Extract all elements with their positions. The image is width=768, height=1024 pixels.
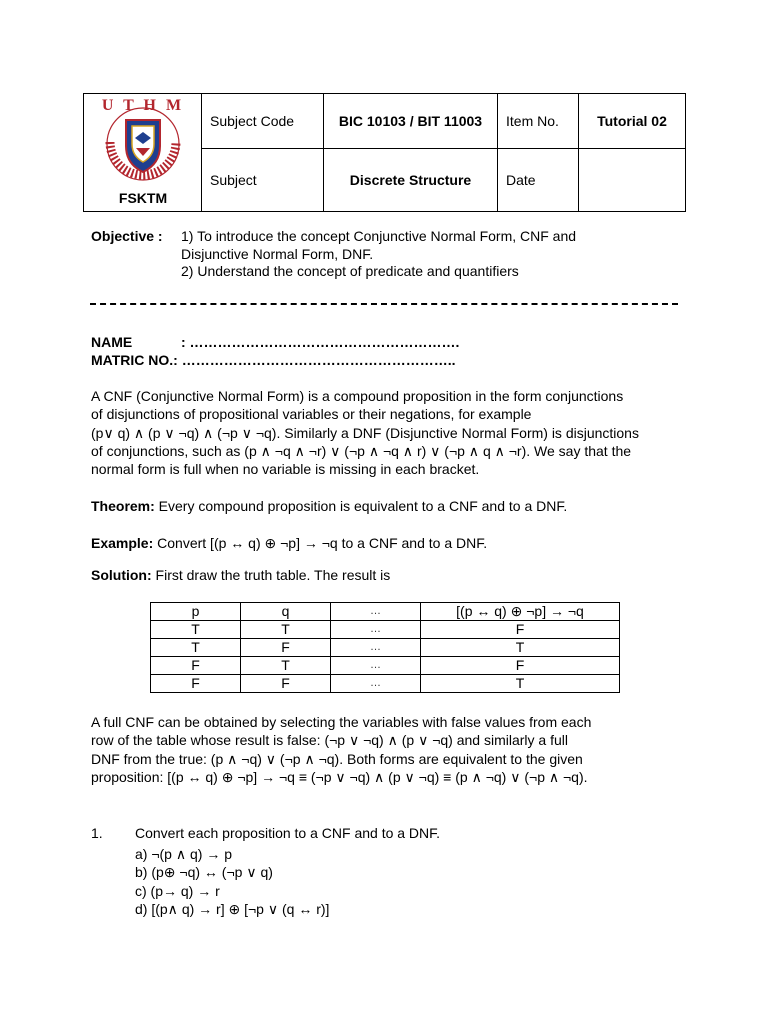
table-cell: … [331,657,421,675]
table-cell: F [421,621,620,639]
objective-label: Objective : [91,228,163,244]
table-cell: … [331,675,421,693]
question-item: c) (p→ q) → r [135,882,220,899]
header-table [83,93,686,212]
table-cell: T [151,621,241,639]
solution-label: Solution: [91,567,152,583]
question-text: Convert each proposition to a CNF and to a DNF. [135,825,441,841]
paragraph-line: proposition: [(p ↔ q) ⊕ ¬p] → ¬q ≡ (¬p ∨ ¬q) ∧ (p ∨ ¬q) ≡ (p ∧ ¬q) ∨ (¬p ∧ ¬q). [91,768,588,785]
item-no-value: Tutorial 02 [579,94,686,149]
date-label: Date [498,149,579,212]
example [91,534,691,552]
question-item: b) (p⊕ ¬q) ↔ (¬p ∨ q) [135,864,273,881]
name-label: NAME [91,334,133,350]
name-field: : …………………………………………………. [181,334,460,350]
paragraph-line: row of the table whose result is false: (¬p ∨ ¬q) ∧ (p ∨ ¬q) and similarly a full [91,732,568,749]
table-cell: T [241,657,331,675]
table-cell: F [151,675,241,693]
subject-value: Discrete Structure [324,149,498,212]
svg-text:U T H M: U T H M [101,97,185,114]
subject-code-value: BIC 10103 / BIT 11003 [324,94,498,149]
table-cell: … [331,639,421,657]
paragraph-line: DNF from the true: (p ∧ ¬q) ∨ (¬p ∧ ¬q). Both forms are equivalent to the given [91,750,583,767]
uthm-logo [88,94,198,194]
table-cell: … [331,621,421,639]
full-forms-paragraph [91,713,691,786]
subject-label: Subject [202,149,324,212]
truth-table-row [151,621,620,639]
question-items [135,845,329,918]
truth-table-row [151,657,620,675]
truth-table-header: … [331,603,421,621]
question-number: 1. [91,825,103,841]
solution [91,566,691,584]
table-cell: F [241,639,331,657]
paragraph-line: of disjunctions of propositional variables or their negations, for example [91,406,532,423]
date-value [579,149,686,212]
subject-code-label: Subject Code [202,94,324,149]
matric-row [91,352,456,368]
table-cell: F [241,675,331,693]
faculty-label: FSKTM [118,190,168,206]
table-cell: T [151,639,241,657]
table-cell: F [151,657,241,675]
question-item: d) [(p∧ q) → r] ⊕ [¬p ∨ (q ↔ r)] [135,900,330,917]
paragraph-line: A full CNF can be obtained by selecting the variables with false values from each [91,714,592,730]
matric-label: MATRIC NO.: [91,352,178,368]
table-cell: T [241,621,331,639]
theorem-label: Theorem: [91,498,155,514]
truth-table-header: [(p ↔ q) ⊕ ¬p] → ¬q [421,603,620,621]
theorem-text: Every compound proposition is equivalent to a CNF and to a DNF. [154,498,568,514]
item-no-label: Item No. [498,94,579,149]
table-cell: T [421,639,620,657]
truth-table-row [151,675,620,693]
truth-table-header: q [241,603,331,621]
name-row [91,334,459,350]
matric-field: ………………………………………………….. [181,352,456,368]
paragraph-line: of conjunctions, such as (p ∧ ¬q ∧ ¬r) ∨ (¬p ∧ ¬q ∧ r) ∨ (¬p ∧ q ∧ ¬r). We say that the [91,442,632,459]
objective-line: 2) Understand the concept of predicate and quantifiers [181,263,519,279]
objective-line: Disjunctive Normal Form, DNF. [181,245,374,262]
logo-cell [84,94,202,212]
truth-table-header: p [151,603,241,621]
table-cell: T [421,675,620,693]
paragraph-line: (p∨ q) ∧ (p ∨ ¬q) ∧ (¬p ∨ ¬q). Similarly a DNF (Disjunctive Normal Form) is disjunctions [91,424,639,441]
separator-line [90,303,678,305]
example-label: Example: [91,535,154,551]
example-text: Convert [(p ↔ q) ⊕ ¬p] → ¬q to a CNF and to a DNF. [153,535,488,551]
intro-paragraph [91,387,691,478]
truth-table-row [151,639,620,657]
objective-line: 1) To introduce the concept Conjunctive Normal Form, CNF and [181,228,577,244]
question-item: a) ¬(p ∧ q) → p [135,846,233,862]
truth-table-header-row [151,603,620,621]
truth-table [150,602,620,693]
objective-text [181,228,576,281]
table-cell: F [421,657,620,675]
paragraph-line: A CNF (Conjunctive Normal Form) is a compound proposition in the form conjunctions [91,388,624,404]
paragraph-line: normal form is full when no variable is missing in each bracket. [91,461,480,478]
theorem [91,497,691,515]
solution-text: First draw the truth table. The result is [151,567,391,583]
